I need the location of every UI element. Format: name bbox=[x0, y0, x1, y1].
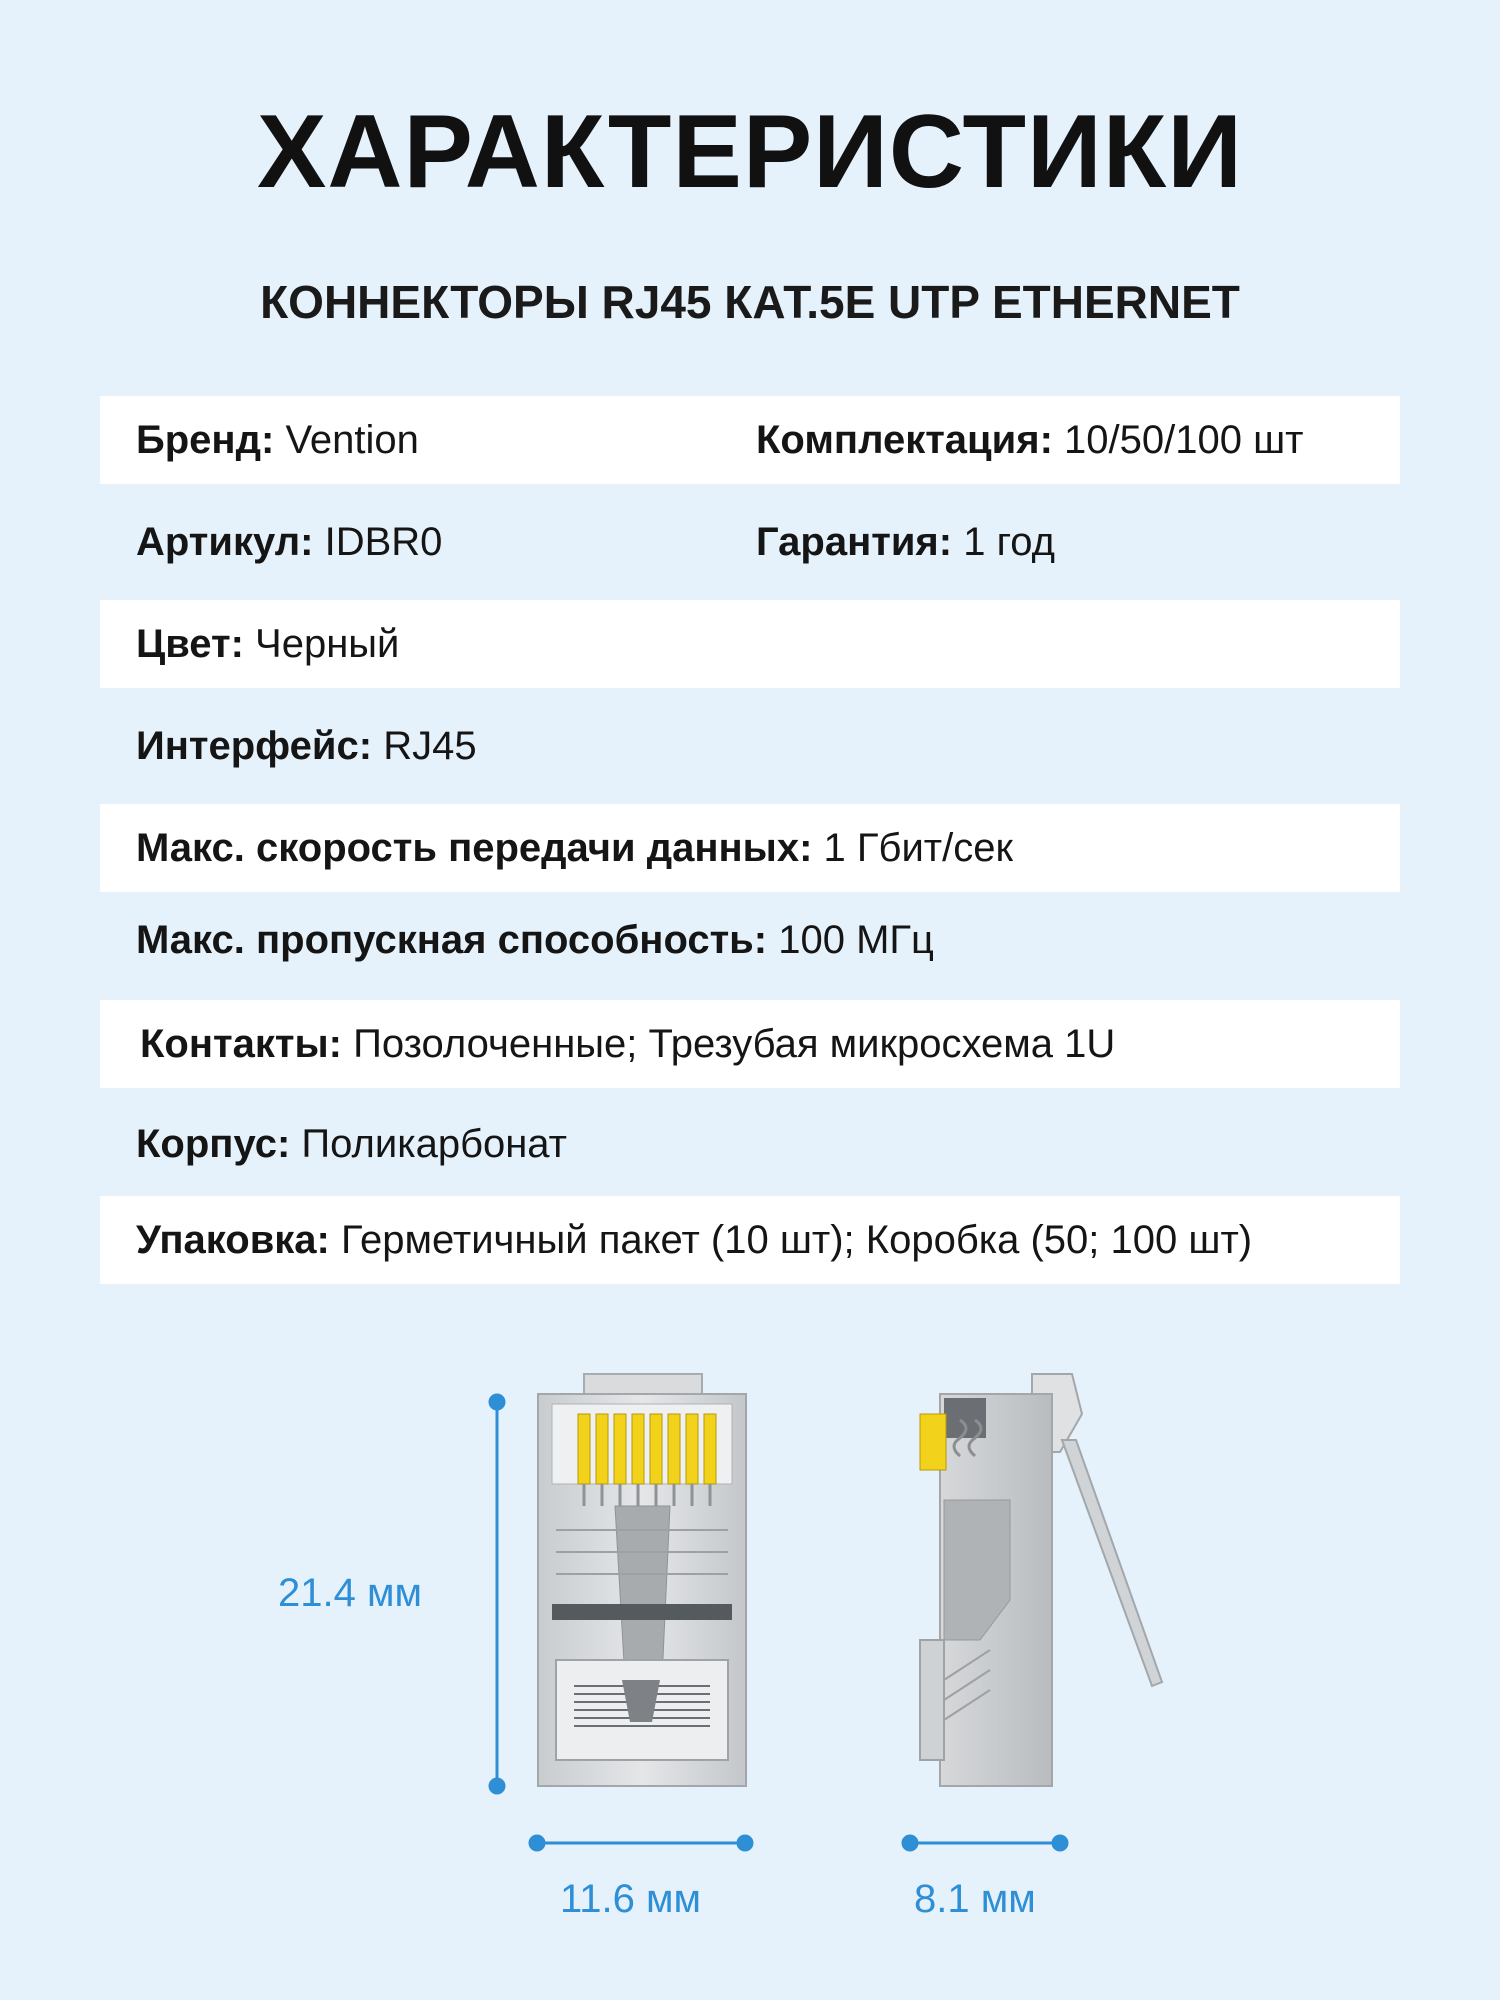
spec-label: Комплектация: bbox=[756, 418, 1053, 462]
connector-front-view bbox=[538, 1374, 746, 1786]
spec-value: IDBR0 bbox=[324, 520, 443, 564]
spec-value: 1 год bbox=[963, 520, 1055, 564]
spec-label: Артикул: bbox=[136, 520, 314, 564]
width-dimension-line bbox=[529, 1835, 753, 1851]
spec-value: 1 Гбит/сек bbox=[823, 826, 1013, 870]
spec-label: Бренд: bbox=[136, 418, 275, 462]
width-dimension-label: 11.6 мм bbox=[560, 1877, 701, 1921]
spec-label: Гарантия: bbox=[756, 520, 953, 564]
spec-label: Цвет: bbox=[136, 622, 244, 666]
spec-value: 100 МГц bbox=[778, 918, 934, 962]
spec-value: RJ45 bbox=[383, 724, 477, 768]
depth-dimension-line bbox=[902, 1835, 1068, 1851]
spec-label: Контакты: bbox=[140, 1022, 342, 1066]
spec-label: Упаковка: bbox=[136, 1218, 330, 1262]
spec-label: Интерфейс: bbox=[136, 724, 373, 768]
spec-label: Макс. скорость передачи данных: bbox=[136, 826, 813, 870]
depth-dimension-label: 8.1 мм bbox=[914, 1877, 1036, 1921]
page-subtitle: КОННЕКТОРЫ RJ45 КАТ.5E UTP ETHERNET bbox=[260, 276, 1240, 328]
spec-value: Vention bbox=[285, 418, 419, 462]
spec-label: Корпус: bbox=[136, 1122, 291, 1166]
height-dimension-label: 21.4 мм bbox=[278, 1571, 422, 1615]
connector-side-view bbox=[920, 1374, 1162, 1786]
spec-value: 10/50/100 шт bbox=[1064, 418, 1304, 462]
spec-value: Поликарбонат bbox=[301, 1122, 567, 1166]
spec-value: Позолоченные; Трезубая микросхема 1U bbox=[353, 1022, 1116, 1066]
spec-value: Черный bbox=[255, 622, 400, 666]
spec-label: Макс. пропускная способность: bbox=[136, 918, 768, 962]
page-title: ХАРАКТЕРИСТИКИ bbox=[257, 94, 1243, 210]
spec-value: Герметичный пакет (10 шт); Коробка (50; 100 шт) bbox=[341, 1218, 1253, 1262]
height-dimension-line bbox=[489, 1394, 505, 1794]
